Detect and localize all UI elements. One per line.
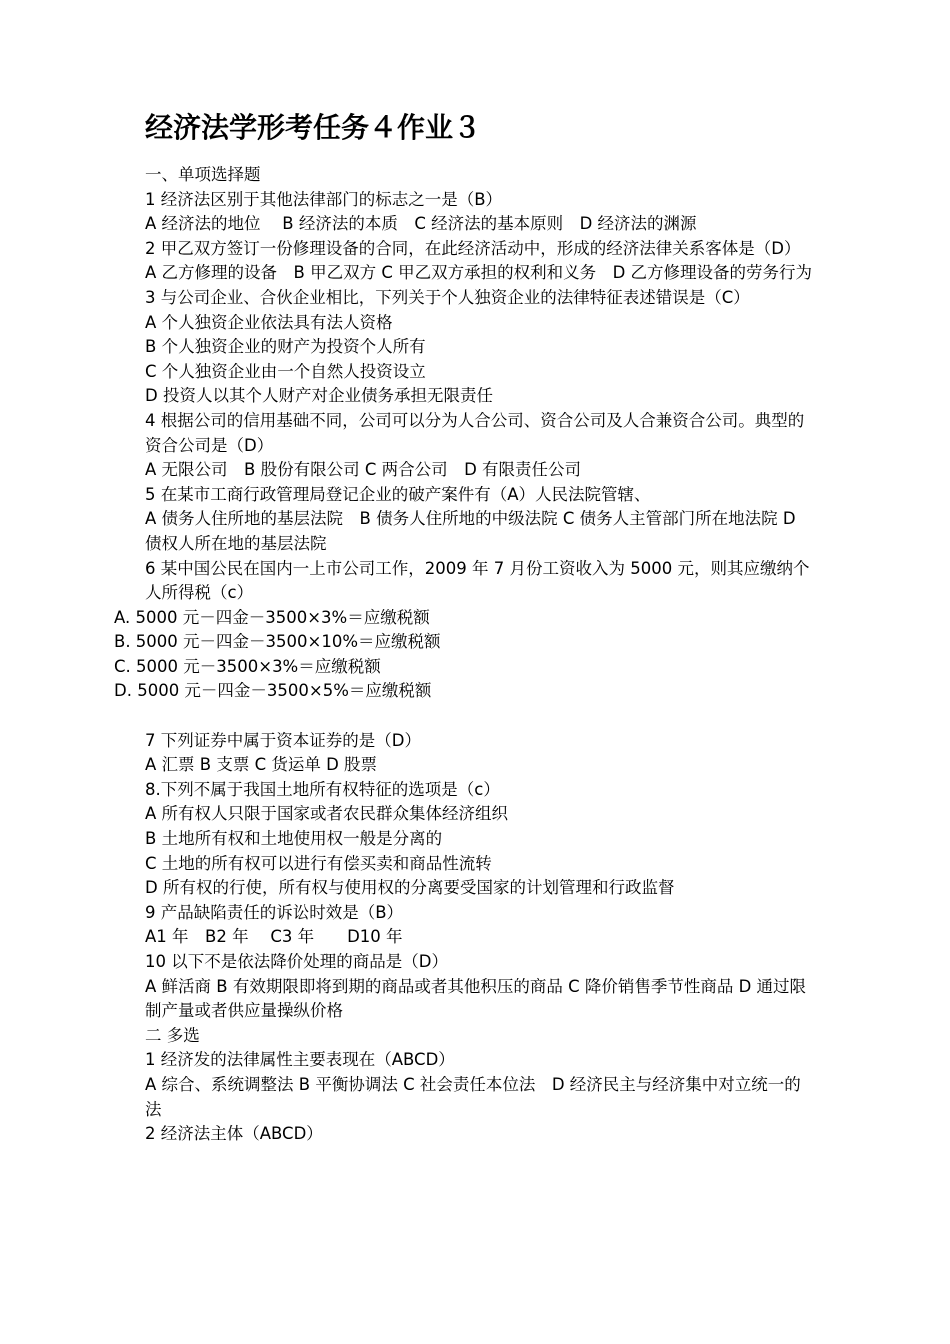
question-5: 5 在某市工商行政管理局登记企业的破产案件有（A）人民法院管辖、 xyxy=(145,484,651,504)
question-3-option-a: A 个人独资企业依法具有法人资格 xyxy=(145,312,393,332)
question-7-options: A 汇票 B 支票 C 货运单 D 股票 xyxy=(145,755,378,775)
question-9: 9 产品缺陷责任的诉讼时效是（B） xyxy=(145,902,404,922)
question-8: 8.下列不属于我国土地所有权特征的选项是（c） xyxy=(145,779,500,799)
question-8-option-b: B 土地所有权和土地使用权一般是分离的 xyxy=(145,829,443,849)
question-9-options: A1 年 B2 年 C3 年 D10 年 xyxy=(145,927,403,947)
question-1-options: A 经济法的地位 B 经济法的本质 C 经济法的基本原则 D 经济法的渊源 xyxy=(145,214,697,234)
document-body xyxy=(114,163,813,1147)
multi-question-1-options: A 综合、系统调整法 B 平衡协调法 C 社会责任本位法 D 经济民主与经济集中对立统一的法 xyxy=(145,1074,801,1119)
question-7: 7 下列证券中属于资本证券的是（D） xyxy=(145,730,421,750)
question-3-option-c: C 个人独资企业由一个自然人投资设立 xyxy=(145,361,426,381)
question-6-option-b: B. 5000 元－四金－3500×10%＝应缴税额 xyxy=(114,632,441,652)
question-3: 3 与公司企业、合伙企业相比，下列关于个人独资企业的法律特征表述错误是（C） xyxy=(145,287,750,307)
question-1: 1 经济法区别于其他法律部门的标志之一是（B） xyxy=(145,189,503,209)
question-2-options: A 乙方修理的设备 B 甲乙双方 C 甲乙双方承担的权利和义务 D 乙方修理设备的劳务行为 xyxy=(145,263,813,283)
question-10: 10 以下不是依法降价处理的商品是（D） xyxy=(145,952,448,971)
section-heading-single-choice: 一、单项选择题 xyxy=(145,165,261,184)
multi-question-2: 2 经济法主体（ABCD） xyxy=(145,1124,323,1144)
question-6-option-c: C. 5000 元－3500×3%＝应缴税额 xyxy=(114,656,381,676)
question-6: 6 某中国公民在国内一上市公司工作，2009 年 7 月份工资收入为 5000 元，则其应缴纳个人所得税（c） xyxy=(145,558,810,603)
question-8-option-c: C 土地的所有权可以进行有偿买卖和商品性流转 xyxy=(145,853,492,873)
blank-line xyxy=(145,704,813,729)
question-3-option-b: B 个人独资企业的财产为投资个人所有 xyxy=(145,337,426,357)
question-4-options: A 无限公司 B 股份有限公司 C 两合公司 D 有限责任公司 xyxy=(145,460,582,480)
question-5-options: A 债务人住所地的基层法院 B 债务人住所地的中级法院 C 债务人主管部门所在地法院 D 债权人所在地的基层法院 xyxy=(145,509,796,553)
question-6-option-d: D. 5000 元－四金－3500×5%＝应缴税额 xyxy=(114,681,432,701)
question-4: 4 根据公司的信用基础不同，公司可以分为人合公司、资合公司及人合兼资合公司。典型的资合公司是（D） xyxy=(145,410,805,455)
question-8-option-d: D 所有权的行使，所有权与使用权的分离要受国家的计划管理和行政监督 xyxy=(145,878,675,898)
question-2: 2 甲乙双方签订一份修理设备的合同，在此经济活动中，形成的经济法律关系客体是（D） xyxy=(145,238,801,258)
question-10-options: A 鲜活商 B 有效期限即将到期的商品或者其他积压的商品 C 降价销售季节性商品 D 通过限制产量或者供应量操纵价格 xyxy=(145,976,807,1021)
multi-question-1: 1 经济发的法律属性主要表现在（ABCD） xyxy=(145,1050,455,1070)
document-title: 经济法学形考任务４作业３ xyxy=(145,111,482,144)
question-3-option-d: D 投资人以其个人财产对企业债务承担无限责任 xyxy=(145,386,493,406)
question-6-option-a: A. 5000 元－四金－3500×3%＝应缴税额 xyxy=(114,607,430,627)
section-heading-multiple-choice: 二 多选 xyxy=(145,1025,200,1045)
question-8-option-a: A 所有权人只限于国家或者农民群众集体经济组织 xyxy=(145,804,509,824)
